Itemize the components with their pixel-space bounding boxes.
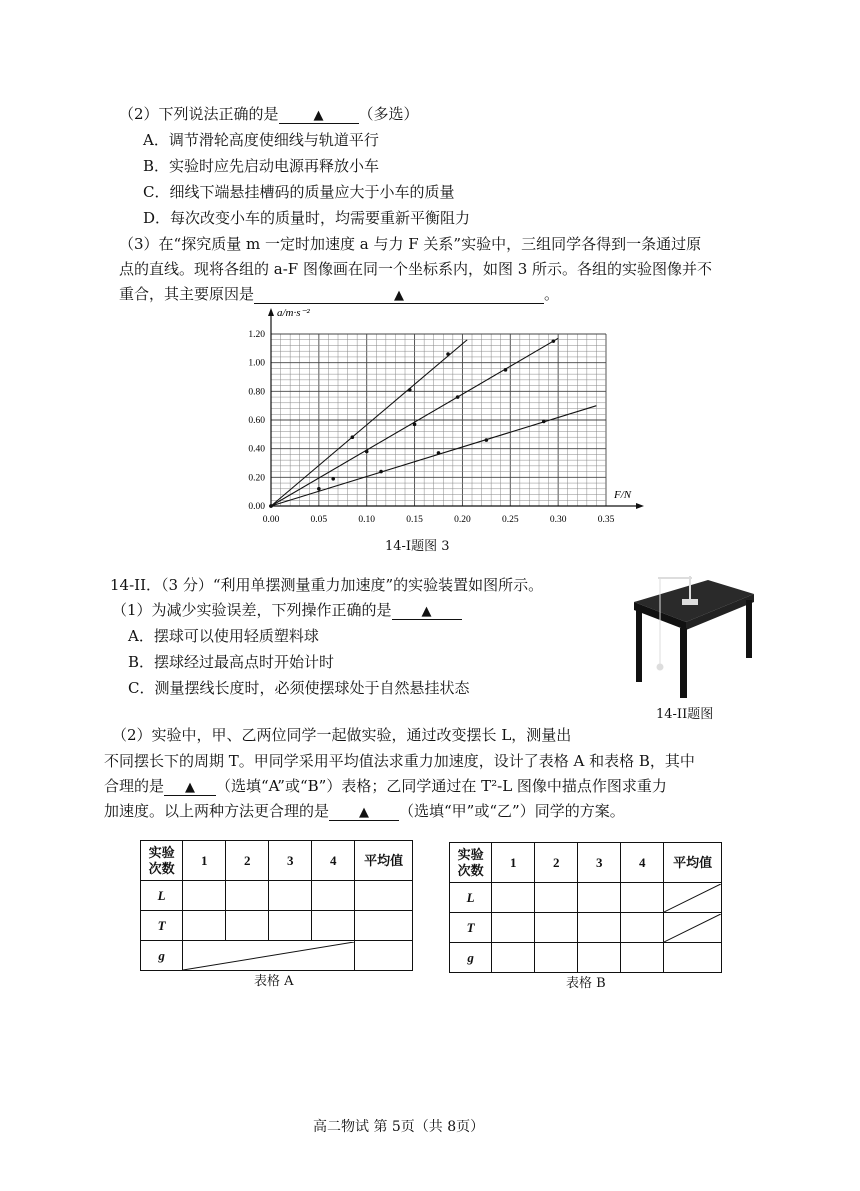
table-row xyxy=(450,883,722,913)
answer-blank[interactable]: ▲ xyxy=(329,802,399,821)
y-tick-label: 0.00 xyxy=(248,502,265,512)
data-point xyxy=(456,395,460,399)
table-cell[interactable] xyxy=(312,911,355,941)
table-cell[interactable] xyxy=(492,883,535,913)
table-cell[interactable] xyxy=(578,883,621,913)
table-row xyxy=(450,943,722,973)
col-header: 平均值 xyxy=(355,841,413,881)
data-point xyxy=(269,504,273,508)
table-b xyxy=(449,842,722,973)
table-leg xyxy=(746,600,752,658)
q2-option-c: C．细线下端悬挂槽码的质量应大于小车的质量 xyxy=(143,183,455,201)
q2-option-b: B．实验时应先启动电源再释放小车 xyxy=(143,157,380,175)
q14ii-head: 14-II．（3 分）“利用单摆测量重力加速度”的实验装置如图所示。 xyxy=(110,576,544,594)
table-cell[interactable] xyxy=(492,913,535,943)
data-point xyxy=(365,450,369,454)
table-cell[interactable] xyxy=(621,943,664,973)
table-header-cell: 实验 次数 xyxy=(141,841,183,881)
col-header: 1 xyxy=(183,841,226,881)
crossed-cell xyxy=(664,913,722,943)
table-cell[interactable] xyxy=(226,881,269,911)
data-point xyxy=(446,352,450,356)
table-cell[interactable] xyxy=(269,911,312,941)
q14ii-option-b: B．摆球经过最高点时开始计时 xyxy=(128,653,335,671)
y-tick-label: 0.20 xyxy=(248,473,265,484)
x-tick-label: 0.15 xyxy=(406,515,423,525)
q14ii-option-a: A．摆球可以使用轻质塑料球 xyxy=(128,627,319,645)
merged-cell xyxy=(183,941,355,971)
diagonal-line xyxy=(664,914,721,942)
row-header: T xyxy=(450,913,492,943)
col-header: 2 xyxy=(535,843,578,883)
q2-stem: （2）下列说法正确的是 ▲ （多选） xyxy=(119,105,419,123)
data-point xyxy=(317,487,321,491)
data-point xyxy=(408,388,412,392)
table-cell[interactable] xyxy=(492,943,535,973)
data-point xyxy=(504,368,508,372)
stand-base xyxy=(682,599,698,605)
table-cell[interactable] xyxy=(269,881,312,911)
chart-series xyxy=(269,338,596,508)
q3-line3: 重合，其主要原因是 ▲ 。 xyxy=(119,285,560,303)
answer-blank[interactable]: ▲ xyxy=(164,777,216,796)
x-tick-label: 0.05 xyxy=(310,515,328,525)
table-b-caption: 表格 B xyxy=(566,976,606,991)
data-point xyxy=(351,435,355,439)
table-cell[interactable] xyxy=(355,911,413,941)
y-axis-arrow xyxy=(268,308,274,316)
q14ii-sub2-line4: 加速度。以上两种方法更合理的是 ▲ （选填“甲”或“乙”）同学的方案。 xyxy=(104,802,625,820)
table-cell[interactable] xyxy=(535,913,578,943)
table-row xyxy=(141,881,413,911)
table-cell[interactable] xyxy=(355,941,413,971)
series-line xyxy=(271,340,467,506)
table-cell[interactable] xyxy=(621,883,664,913)
table-leg xyxy=(680,628,687,698)
q14ii-sub2-line2: 不同摆长下的周期 T。甲同学采用平均值法求重力加速度，设计了表格 A 和表格 B，其中 xyxy=(104,752,695,770)
data-point xyxy=(331,477,335,481)
q14ii-option-c: C．测量摆线长度时，必须使摆球处于自然悬挂状态 xyxy=(128,679,470,697)
table-row xyxy=(141,911,413,941)
table-cell[interactable] xyxy=(535,883,578,913)
chart-grid xyxy=(271,334,606,506)
table-cell[interactable] xyxy=(621,913,664,943)
q14ii-sub1: （1）为减少实验误差，下列操作正确的是 ▲ xyxy=(112,599,462,621)
table-cell[interactable] xyxy=(312,881,355,911)
answer-blank[interactable]: ▲ xyxy=(254,285,544,304)
x-axis-label: F/N xyxy=(614,489,632,501)
col-header: 3 xyxy=(578,843,621,883)
y-tick-label: 0.60 xyxy=(248,416,265,426)
data-point xyxy=(379,470,383,474)
table-header-cell: 实验 次数 xyxy=(450,843,492,883)
col-header: 1 xyxy=(492,843,535,883)
col-header: 平均值 xyxy=(664,843,722,883)
answer-blank[interactable]: ▲ xyxy=(279,105,359,124)
pendulum-bob xyxy=(657,664,664,671)
table-cell[interactable] xyxy=(578,943,621,973)
x-tick-label: 0.30 xyxy=(549,515,567,525)
pendulum-apparatus-figure xyxy=(628,572,758,702)
x-tick-label: 0.35 xyxy=(597,515,615,525)
table-cell[interactable] xyxy=(183,911,226,941)
q3-line1: （3）在“探究质量 m 一定时加速度 a 与力 F 关系”实验中，三组同学各得到一条通过原 xyxy=(119,235,702,253)
data-point xyxy=(437,451,441,455)
row-header: T xyxy=(141,911,183,941)
q2-option-d: D．每次改变小车的质量时，均需要重新平衡阻力 xyxy=(143,209,471,227)
q14ii-sub2-line3: 合理的是 ▲ （选填“A”或“B”）表格；乙同学通过在 T²-L 图像中描点作图求重力 xyxy=(104,777,667,795)
table-a-caption: 表格 A xyxy=(254,974,294,989)
y-tick-label: 1.20 xyxy=(248,330,265,340)
table-cell[interactable] xyxy=(355,881,413,911)
table-row xyxy=(450,913,722,943)
data-point xyxy=(552,339,556,343)
crossed-cell xyxy=(664,883,722,913)
a-f-chart xyxy=(230,306,650,556)
answer-blank[interactable]: ▲ xyxy=(392,601,462,620)
y-tick-label: 0.80 xyxy=(248,387,265,398)
data-point xyxy=(413,423,417,427)
table-a xyxy=(140,840,413,971)
table-row xyxy=(141,941,413,971)
table-leg xyxy=(636,610,642,682)
table-cell[interactable] xyxy=(535,943,578,973)
apparatus-caption: 14-II题图 xyxy=(656,707,714,722)
y-axis-label: a/m·s⁻² xyxy=(277,307,310,319)
row-header: L xyxy=(141,881,183,911)
table-cell[interactable] xyxy=(226,911,269,941)
x-tick-label: 0.00 xyxy=(262,515,280,525)
q3-line2: 点的直线。现将各组的 a-F 图像画在同一个坐标系内，如图 3 所示。各组的实验图像并不 xyxy=(119,260,713,278)
chart-caption: 14-I题图 3 xyxy=(385,539,450,554)
data-point xyxy=(485,438,489,442)
q14ii-sub2-line1: （2）实验中，甲、乙两位同学一起做实验，通过改变摆长 L，测量出 xyxy=(112,726,572,744)
page-footer: 高二物试 第 5页（共 8页） xyxy=(313,1119,485,1135)
x-tick-label: 0.10 xyxy=(358,515,376,525)
data-point xyxy=(542,420,546,424)
col-header: 2 xyxy=(226,841,269,881)
row-header: g xyxy=(450,943,492,973)
col-header: 4 xyxy=(312,841,355,881)
x-tick-label: 0.25 xyxy=(501,515,519,525)
row-header: g xyxy=(141,941,183,971)
table-cell[interactable] xyxy=(183,881,226,911)
col-header: 3 xyxy=(269,841,312,881)
row-header: L xyxy=(450,883,492,913)
x-axis-arrow xyxy=(636,503,644,509)
diagonal-line xyxy=(664,884,721,912)
y-tick-label: 0.40 xyxy=(248,444,265,455)
table-cell[interactable] xyxy=(578,913,621,943)
table-cell[interactable] xyxy=(664,943,722,973)
diagonal-line xyxy=(183,942,354,970)
q2-option-a: A．调节滑轮高度使细线与轨道平行 xyxy=(143,131,379,149)
x-tick-label: 0.20 xyxy=(454,515,471,525)
col-header: 4 xyxy=(621,843,664,883)
y-tick-label: 1.00 xyxy=(248,358,265,369)
